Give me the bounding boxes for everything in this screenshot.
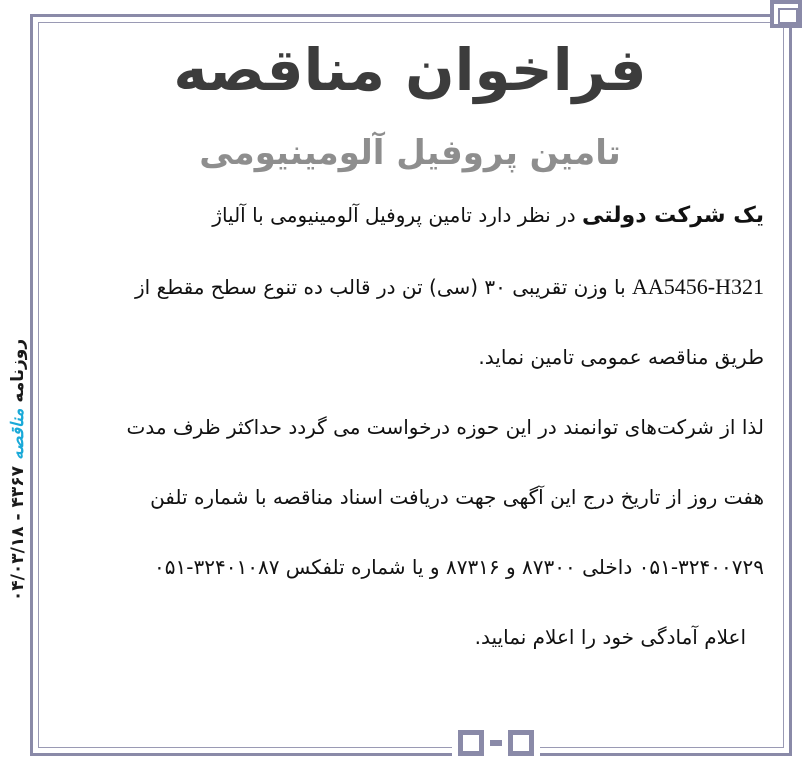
company-label: یک شرکت دولتی [582,203,764,228]
body-line-1 [72,188,764,260]
bottom-ornament [452,726,540,762]
notice-subtitle: تامین پروفیل آلومینیومی [199,133,621,173]
body-line-5 [72,470,764,540]
ornament-square-right [508,730,534,756]
body-line-2 [72,260,764,330]
body-line-4-text: لذا از شرکت‌های توانمند در این حوزه درخواست می گردد حداکثر ظرف مدت [126,415,764,439]
body-line-2-text: با وزن تقریبی ۳۰ (سی) تن در قالب ده تنوع سطح مقطع از [135,275,632,299]
newspaper-prefix: روزنامه [8,338,28,403]
newspaper-credit-text [8,339,28,601]
body-line-5-text: هفت روز از تاریخ درج این آگهی جهت دریافت اسناد مناقصه با شماره تلفن [150,485,764,509]
newspaper-brand: مناقصه [8,408,28,461]
body-line-3-text: طریق مناقصه عمومی تامین نماید. [478,345,764,369]
body-line-3 [72,330,764,400]
phone-numbers: ۰۵۱-۳۲۴۰۰۷۲۹ داخلی ۸۷۳۰۰ و ۸۷۳۱۶ و یا شماره تلفکس ۳۲۴۰۱۰۸۷-۰۵۱ [154,555,764,579]
alloy-code: AA5456-H321 [632,274,764,299]
body-line-7 [72,610,764,680]
notice-body [72,188,764,680]
body-line-1-text: در نظر دارد تامین پروفیل آلومینیومی با آلیاژ [212,203,583,227]
body-line-6 [72,540,764,610]
ornament-square-left [458,730,484,756]
notice-title: فراخوان مناقصه [173,36,647,104]
ornament-bar [490,740,502,746]
body-line-4 [72,400,764,470]
issue-number: ۴۳۶۷ - ۰۴/۰۳/۱۸ [8,466,28,602]
newspaper-credit [4,310,32,630]
body-line-7-text: اعلام آمادگی خود را اعلام نمایید. [474,625,746,649]
corner-ornament [770,0,802,28]
